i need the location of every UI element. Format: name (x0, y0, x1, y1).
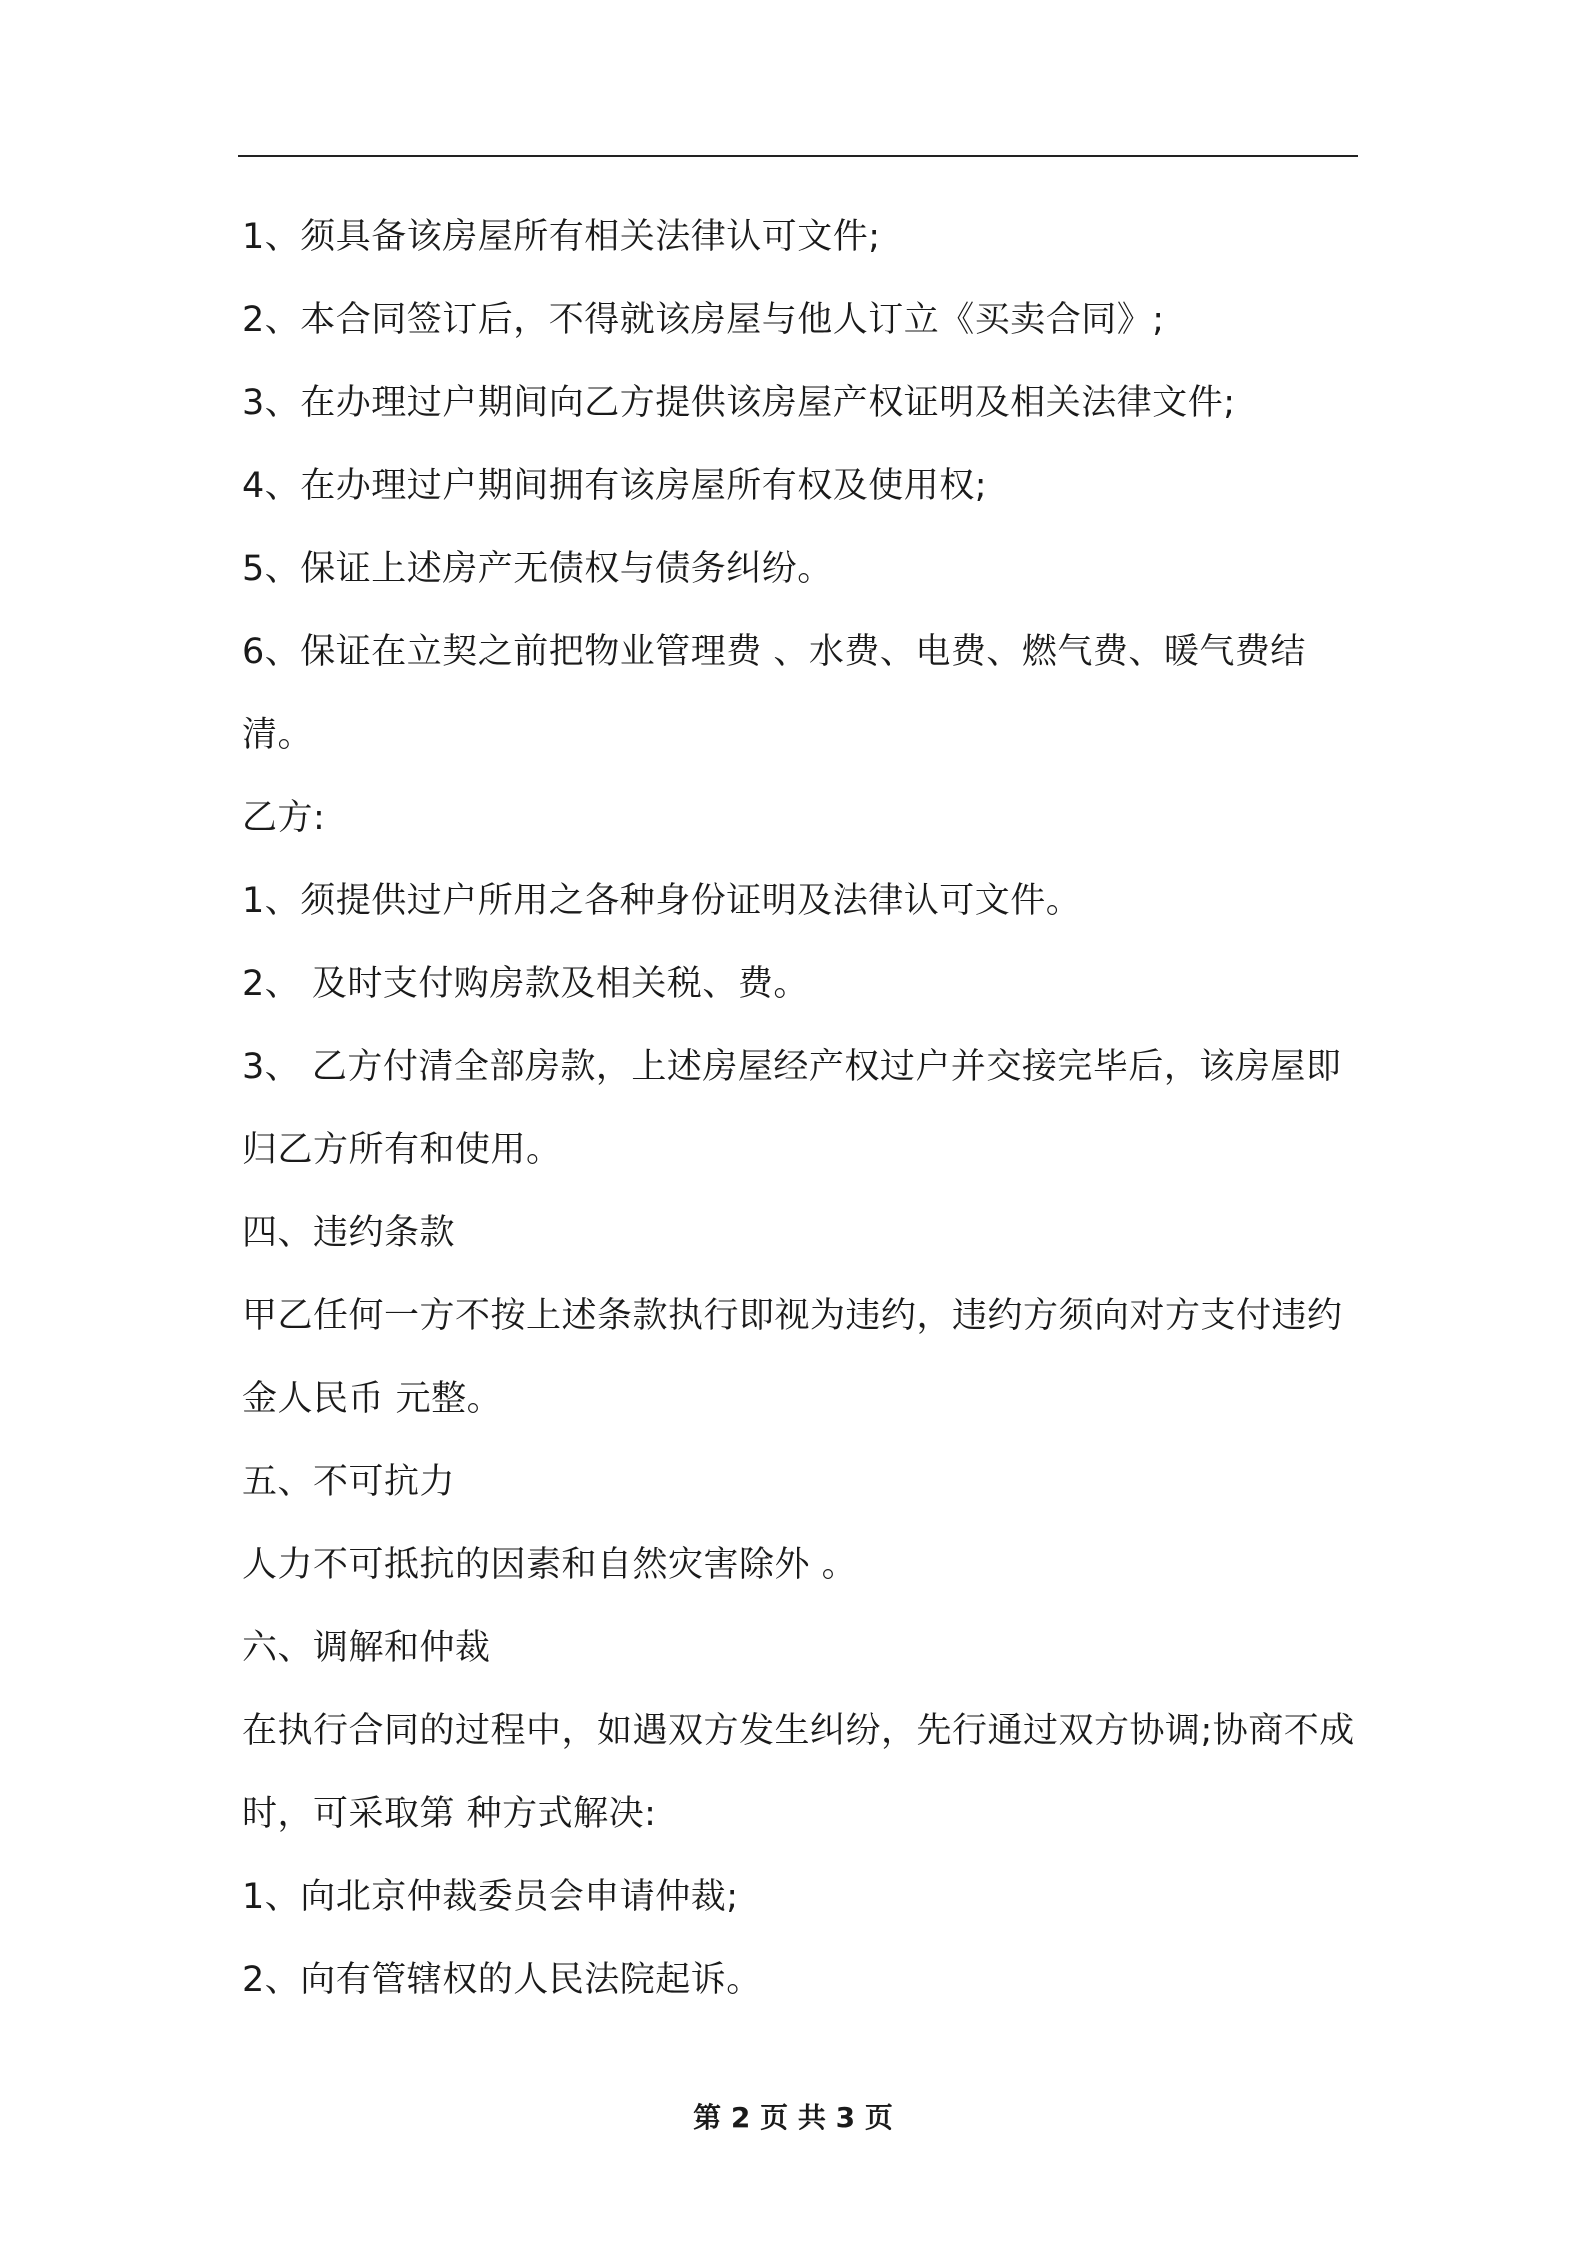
document-body (242, 196, 1358, 2022)
section-breach-heading: 四、违约条款 (242, 1213, 456, 1253)
seller-duty-1: 1、须具备该房屋所有相关法律认可文件; (242, 217, 881, 257)
buyer-heading: 乙方: (242, 798, 326, 838)
section-breach-body: 甲乙任何一方不按上述条款执行即视为违约，违约方须向对方支付违约金人民币 元整。 (242, 1296, 1343, 1419)
arbitration-option-2: 2、向有管辖权的人民法院起诉。 (242, 1960, 762, 2000)
buyer-duty-2: 2、 及时支付购房款及相关税、费。 (242, 964, 809, 1004)
seller-duty-6: 6、保证在立契之前把物业管理费 、水费、电费、燃气费、暖气费结清。 (242, 632, 1306, 755)
arbitration-option-1: 1、向北京仲裁委员会申请仲裁; (242, 1877, 739, 1917)
seller-duty-5: 5、保证上述房产无债权与债务纠纷。 (242, 549, 833, 589)
buyer-duty-1: 1、须提供过户所用之各种身份证明及法律认可文件。 (242, 881, 1082, 921)
section-arbitration-heading: 六、调解和仲裁 (242, 1628, 491, 1668)
buyer-duty-3: 3、 乙方付清全部房款，上述房屋经产权过户并交接完毕后，该房屋即归乙方所有和使用。 (242, 1047, 1342, 1170)
seller-duty-4: 4、在办理过户期间拥有该房屋所有权及使用权; (242, 466, 988, 506)
section-arbitration-body: 在执行合同的过程中，如遇双方发生纠纷，先行通过双方协调;协商不成时，可采取第 种方式解决: (242, 1711, 1355, 1834)
page-number-footer: 第 2 页 共 3 页 (693, 2101, 893, 2134)
header-divider (238, 155, 1358, 157)
section-force-majeure-body: 人力不可抵抗的因素和自然灾害除外 。 (242, 1545, 858, 1585)
seller-duty-2: 2、本合同签订后，不得就该房屋与他人订立《买卖合同》; (242, 300, 1165, 340)
seller-duty-3: 3、在办理过户期间向乙方提供该房屋产权证明及相关法律文件; (242, 383, 1236, 423)
section-force-majeure-heading: 五、不可抗力 (242, 1462, 456, 1502)
